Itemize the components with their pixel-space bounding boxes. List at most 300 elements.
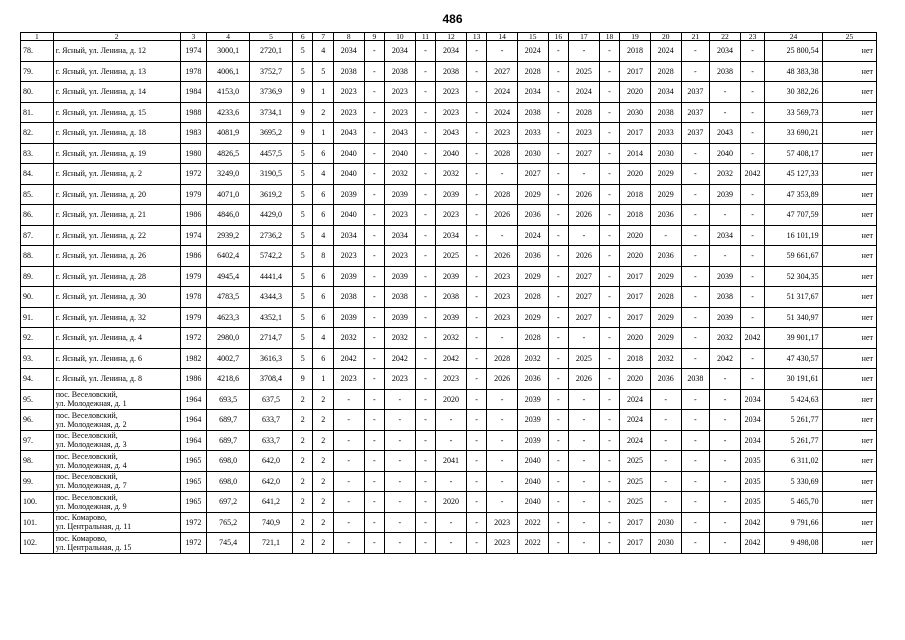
table-cell: 2036 [650,205,681,226]
table-cell: - [364,389,384,410]
table-cell: - [650,225,681,246]
table-cell: 2030 [620,102,651,123]
table-cell: - [436,471,467,492]
address-line: г. Ясный, ул. Ленина, д. 15 [55,107,146,117]
table-cell: - [650,492,681,513]
row-number-cell: 91. [21,307,54,328]
table-cell: - [548,533,568,554]
table-cell: 2034 [710,225,741,246]
table-cell: 2039 [333,266,364,287]
row-number-cell: 79. [21,61,54,82]
table-cell: - [599,225,619,246]
data-table [20,32,877,554]
table-cell: - [487,492,518,513]
table-cell: - [599,102,619,123]
table-cell: - [466,61,486,82]
table-cell: 2018 [620,348,651,369]
table-cell: - [436,410,467,431]
column-number: 16 [548,33,568,41]
table-cell: 5 [293,225,313,246]
address-line: пос. Веселовский, [55,390,118,400]
table-cell: - [681,41,710,62]
table-cell: - [466,533,486,554]
table-cell: - [364,184,384,205]
table-cell: 2017 [620,266,651,287]
table-row [21,61,877,82]
table-cell: - [681,246,710,267]
row-number-cell: 101. [21,512,54,533]
table-cell: - [548,184,568,205]
row-number-cell: 88. [21,246,54,267]
table-cell: 2038 [517,102,548,123]
address-cell [53,102,180,123]
table-cell: 2037 [681,82,710,103]
table-cell: - [364,82,384,103]
table-cell: 2034 [740,389,765,410]
table-cell: - [548,410,568,431]
table-cell: 45 127,33 [765,164,822,185]
table-cell: 5 261,77 [765,430,822,451]
address-line: г. Ясный, ул. Ленина, д. 2 [55,169,142,179]
table-cell: нет [822,328,876,349]
table-cell: 2032 [436,164,467,185]
table-cell: - [548,143,568,164]
table-cell: 2043 [710,123,741,144]
table-cell: - [487,328,518,349]
table-cell: 4071,0 [207,184,250,205]
table-cell: 2040 [436,143,467,164]
table-cell: 2023 [436,82,467,103]
table-cell: - [599,430,619,451]
table-cell: 2036 [517,369,548,390]
table-cell: 1986 [180,205,207,226]
table-cell: 2025 [620,492,651,513]
table-cell: - [650,471,681,492]
table-cell: 2023 [385,246,416,267]
address-cell [53,348,180,369]
column-number: 12 [436,33,467,41]
table-cell: 2 [293,512,313,533]
table-cell: 1978 [180,287,207,308]
table-cell: - [740,184,765,205]
table-cell: 1988 [180,102,207,123]
address-line: ул. Молодежная, д. 7 [55,481,127,491]
column-number: 4 [207,33,250,41]
table-row [21,143,877,164]
table-cell: 4 [313,164,333,185]
table-cell: - [415,102,435,123]
row-number-cell: 86. [21,205,54,226]
table-cell: 4006,1 [207,61,250,82]
address-line: г. Ясный, ул. Ленина, д. 12 [55,46,146,56]
table-cell: 1965 [180,471,207,492]
table-cell: - [466,430,486,451]
table-cell: - [548,225,568,246]
table-cell: 4441,4 [250,266,293,287]
table-cell: 2014 [620,143,651,164]
table-cell: 2042 [333,348,364,369]
table-cell: 2030 [650,143,681,164]
table-cell: 2032 [710,164,741,185]
row-number-cell: 93. [21,348,54,369]
table-cell: 2020 [620,82,651,103]
table-cell: - [466,164,486,185]
table-cell: 698,0 [207,451,250,472]
table-cell: - [569,512,600,533]
table-cell: 2028 [487,143,518,164]
row-number-cell: 87. [21,225,54,246]
table-cell: - [681,328,710,349]
table-cell: 2029 [517,184,548,205]
table-cell: - [364,348,384,369]
table-cell: 4218,6 [207,369,250,390]
table-cell: - [415,471,435,492]
table-cell: - [681,184,710,205]
row-number-cell: 98. [21,451,54,472]
address-cell [53,471,180,492]
table-cell: нет [822,266,876,287]
table-cell: 2023 [436,102,467,123]
table-cell: 6402,4 [207,246,250,267]
table-cell: - [650,430,681,451]
address-line: г. Ясный, ул. Ленина, д. 26 [55,251,146,261]
table-cell: 2028 [569,102,600,123]
table-cell: - [466,471,486,492]
address-line: пос. Веселовский, [55,492,118,502]
table-cell: 4 [313,41,333,62]
table-cell: 2039 [385,307,416,328]
table-row [21,451,877,472]
address-line: г. Ясный, ул. Ленина, д. 32 [55,312,146,322]
table-cell: 2030 [650,512,681,533]
table-cell: 25 800,54 [765,41,822,62]
table-cell: - [415,430,435,451]
table-row [21,205,877,226]
table-cell: 2 [313,389,333,410]
table-cell: 2028 [517,287,548,308]
table-cell: 2025 [569,348,600,369]
table-cell: - [681,430,710,451]
table-cell: 2043 [385,123,416,144]
table-cell: 2034 [740,410,765,431]
table-cell: 2024 [487,82,518,103]
table-cell: 2026 [487,205,518,226]
table-row [21,246,877,267]
table-cell: - [710,246,741,267]
table-cell: - [333,512,364,533]
table-cell: 2024 [620,430,651,451]
table-cell: 30 382,26 [765,82,822,103]
table-cell: 1965 [180,492,207,513]
table-cell: 9 791,66 [765,512,822,533]
table-cell: - [487,41,518,62]
table-cell: - [599,246,619,267]
table-row [21,430,877,451]
table-cell: 2034 [710,41,741,62]
table-cell: - [548,61,568,82]
table-cell: 2038 [436,61,467,82]
table-cell: 697,2 [207,492,250,513]
table-cell: - [333,533,364,554]
table-cell: 2042 [436,348,467,369]
table-cell: 3752,7 [250,61,293,82]
table-cell: - [436,512,467,533]
table-row [21,287,877,308]
table-cell: 1984 [180,82,207,103]
table-cell: - [599,61,619,82]
column-number: 6 [293,33,313,41]
table-cell: - [599,287,619,308]
address-line: г. Ясный, ул. Ленина, д. 13 [55,66,146,76]
table-cell: - [466,246,486,267]
table-cell: 1979 [180,184,207,205]
table-cell: - [599,266,619,287]
table-cell: - [415,205,435,226]
table-cell: 4233,6 [207,102,250,123]
table-cell: - [681,266,710,287]
table-cell: - [740,41,765,62]
table-cell: - [487,164,518,185]
table-cell: 2 [293,451,313,472]
table-cell: - [599,184,619,205]
table-cell: 2023 [487,123,518,144]
table-cell: 2039 [385,266,416,287]
table-cell: - [548,471,568,492]
table-cell: - [710,451,741,472]
address-cell [53,41,180,62]
table-cell: нет [822,348,876,369]
table-cell: - [415,492,435,513]
table-cell: 689,7 [207,410,250,431]
table-cell: - [333,492,364,513]
table-cell: 2038 [333,287,364,308]
table-row [21,410,877,431]
table-cell: - [599,471,619,492]
table-cell: 52 304,35 [765,266,822,287]
table-cell: 2023 [487,512,518,533]
table-cell: 633,7 [250,430,293,451]
table-cell: 4826,5 [207,143,250,164]
table-cell: - [466,348,486,369]
table-row [21,348,877,369]
table-cell: - [710,205,741,226]
table-cell: - [548,246,568,267]
column-number: 19 [620,33,651,41]
table-cell: - [364,164,384,185]
address-line: пос. Веселовский, [55,472,118,482]
column-number-row [21,33,877,41]
address-line: г. Ясный, ул. Ленина, д. 18 [55,128,146,138]
column-number: 15 [517,33,548,41]
table-cell: 2034 [385,225,416,246]
table-cell: - [569,492,600,513]
table-cell: 2017 [620,287,651,308]
table-cell: - [364,328,384,349]
address-line: г. Ясный, ул. Ленина, д. 22 [55,230,146,240]
address-line: пос. Веселовский, [55,451,118,461]
table-cell: 2028 [517,61,548,82]
table-cell: - [466,184,486,205]
table-cell: 2038 [650,102,681,123]
table-cell: 6 [313,143,333,164]
table-cell: 30 191,61 [765,369,822,390]
table-cell: - [385,451,416,472]
table-cell: - [466,225,486,246]
table-cell: 6 [313,348,333,369]
table-cell: - [681,307,710,328]
table-cell: 2032 [385,164,416,185]
table-cell: - [487,410,518,431]
table-cell: - [599,389,619,410]
table-cell: 2028 [487,348,518,369]
table-cell: нет [822,307,876,328]
table-cell: - [364,512,384,533]
table-cell: 5 [293,328,313,349]
table-cell: 2023 [385,205,416,226]
column-number: 23 [740,33,765,41]
table-cell: 2017 [620,533,651,554]
address-cell [53,184,180,205]
address-line: г. Ясный, ул. Ленина, д. 4 [55,333,142,343]
table-cell: - [681,471,710,492]
table-cell: 1980 [180,143,207,164]
table-cell: нет [822,164,876,185]
table-cell: - [364,410,384,431]
table-cell: 2 [313,471,333,492]
table-cell: 693,5 [207,389,250,410]
table-cell: 2029 [650,164,681,185]
table-row [21,184,877,205]
row-number-cell: 85. [21,184,54,205]
table-cell: - [364,205,384,226]
table-cell: - [415,533,435,554]
table-cell: 2024 [487,102,518,123]
row-number-cell: 96. [21,410,54,431]
table-cell: 3708,4 [250,369,293,390]
table-cell: 2040 [517,471,548,492]
table-row [21,164,877,185]
table-cell: 1972 [180,328,207,349]
table-cell: нет [822,123,876,144]
row-number-cell: 80. [21,82,54,103]
table-cell: 2034 [436,41,467,62]
table-cell: 2039 [436,307,467,328]
table-cell: - [466,451,486,472]
table-cell: - [415,328,435,349]
table-cell: 641,2 [250,492,293,513]
row-number-cell: 84. [21,164,54,185]
table-cell: - [599,512,619,533]
table-cell: - [333,451,364,472]
table-cell: 2980,0 [207,328,250,349]
table-cell: 2034 [517,82,548,103]
table-cell: 2042 [740,328,765,349]
row-number-cell: 94. [21,369,54,390]
table-cell: - [681,451,710,472]
table-cell: 2035 [740,471,765,492]
table-cell: - [364,41,384,62]
table-cell: - [548,389,568,410]
table-cell: 1 [313,123,333,144]
table-row [21,266,877,287]
table-cell: 2039 [385,184,416,205]
table-cell: 2023 [436,205,467,226]
table-cell: 2039 [517,389,548,410]
table-cell: 1986 [180,246,207,267]
table-cell: - [415,512,435,533]
table-cell: 1972 [180,512,207,533]
table-cell: 47 353,89 [765,184,822,205]
table-cell: 2027 [517,164,548,185]
table-cell: - [740,287,765,308]
table-cell: - [740,307,765,328]
table-cell: 1964 [180,389,207,410]
address-cell [53,492,180,513]
table-cell: - [415,246,435,267]
table-cell: 5 [293,205,313,226]
table-cell: - [548,348,568,369]
address-cell [53,143,180,164]
table-cell: нет [822,143,876,164]
table-cell: 2025 [569,61,600,82]
table-cell: 2032 [385,328,416,349]
table-cell: 5 [293,41,313,62]
table-cell: 2036 [650,246,681,267]
table-cell: 2038 [333,61,364,82]
table-cell: 2042 [385,348,416,369]
table-cell: 642,0 [250,451,293,472]
table-cell: нет [822,82,876,103]
table-row [21,492,877,513]
table-cell: 5 [313,61,333,82]
table-cell: 2027 [569,266,600,287]
table-cell: 2027 [569,143,600,164]
table-cell: 698,0 [207,471,250,492]
table-cell: - [364,287,384,308]
row-number-cell: 100. [21,492,54,513]
table-cell: 2034 [385,41,416,62]
table-cell: 2036 [517,205,548,226]
table-cell: 4344,3 [250,287,293,308]
table-cell: 2023 [333,369,364,390]
table-cell: 2020 [620,246,651,267]
table-cell: - [487,430,518,451]
table-cell: 2032 [333,328,364,349]
table-cell: - [599,328,619,349]
table-cell: - [415,410,435,431]
table-cell: - [740,225,765,246]
table-cell: - [599,369,619,390]
address-cell [53,430,180,451]
table-cell: - [385,430,416,451]
column-number: 22 [710,33,741,41]
row-number-cell: 83. [21,143,54,164]
table-cell: 6 [313,205,333,226]
table-cell: 5 330,69 [765,471,822,492]
address-cell [53,533,180,554]
table-cell: 2039 [710,307,741,328]
table-cell: 2043 [436,123,467,144]
table-cell: 48 383,38 [765,61,822,82]
table-cell: 2714,7 [250,328,293,349]
table-cell: 59 661,67 [765,246,822,267]
table-cell: - [415,369,435,390]
column-number: 7 [313,33,333,41]
table-cell: - [740,123,765,144]
address-cell [53,164,180,185]
table-cell: 2042 [740,533,765,554]
table-cell: - [569,225,600,246]
